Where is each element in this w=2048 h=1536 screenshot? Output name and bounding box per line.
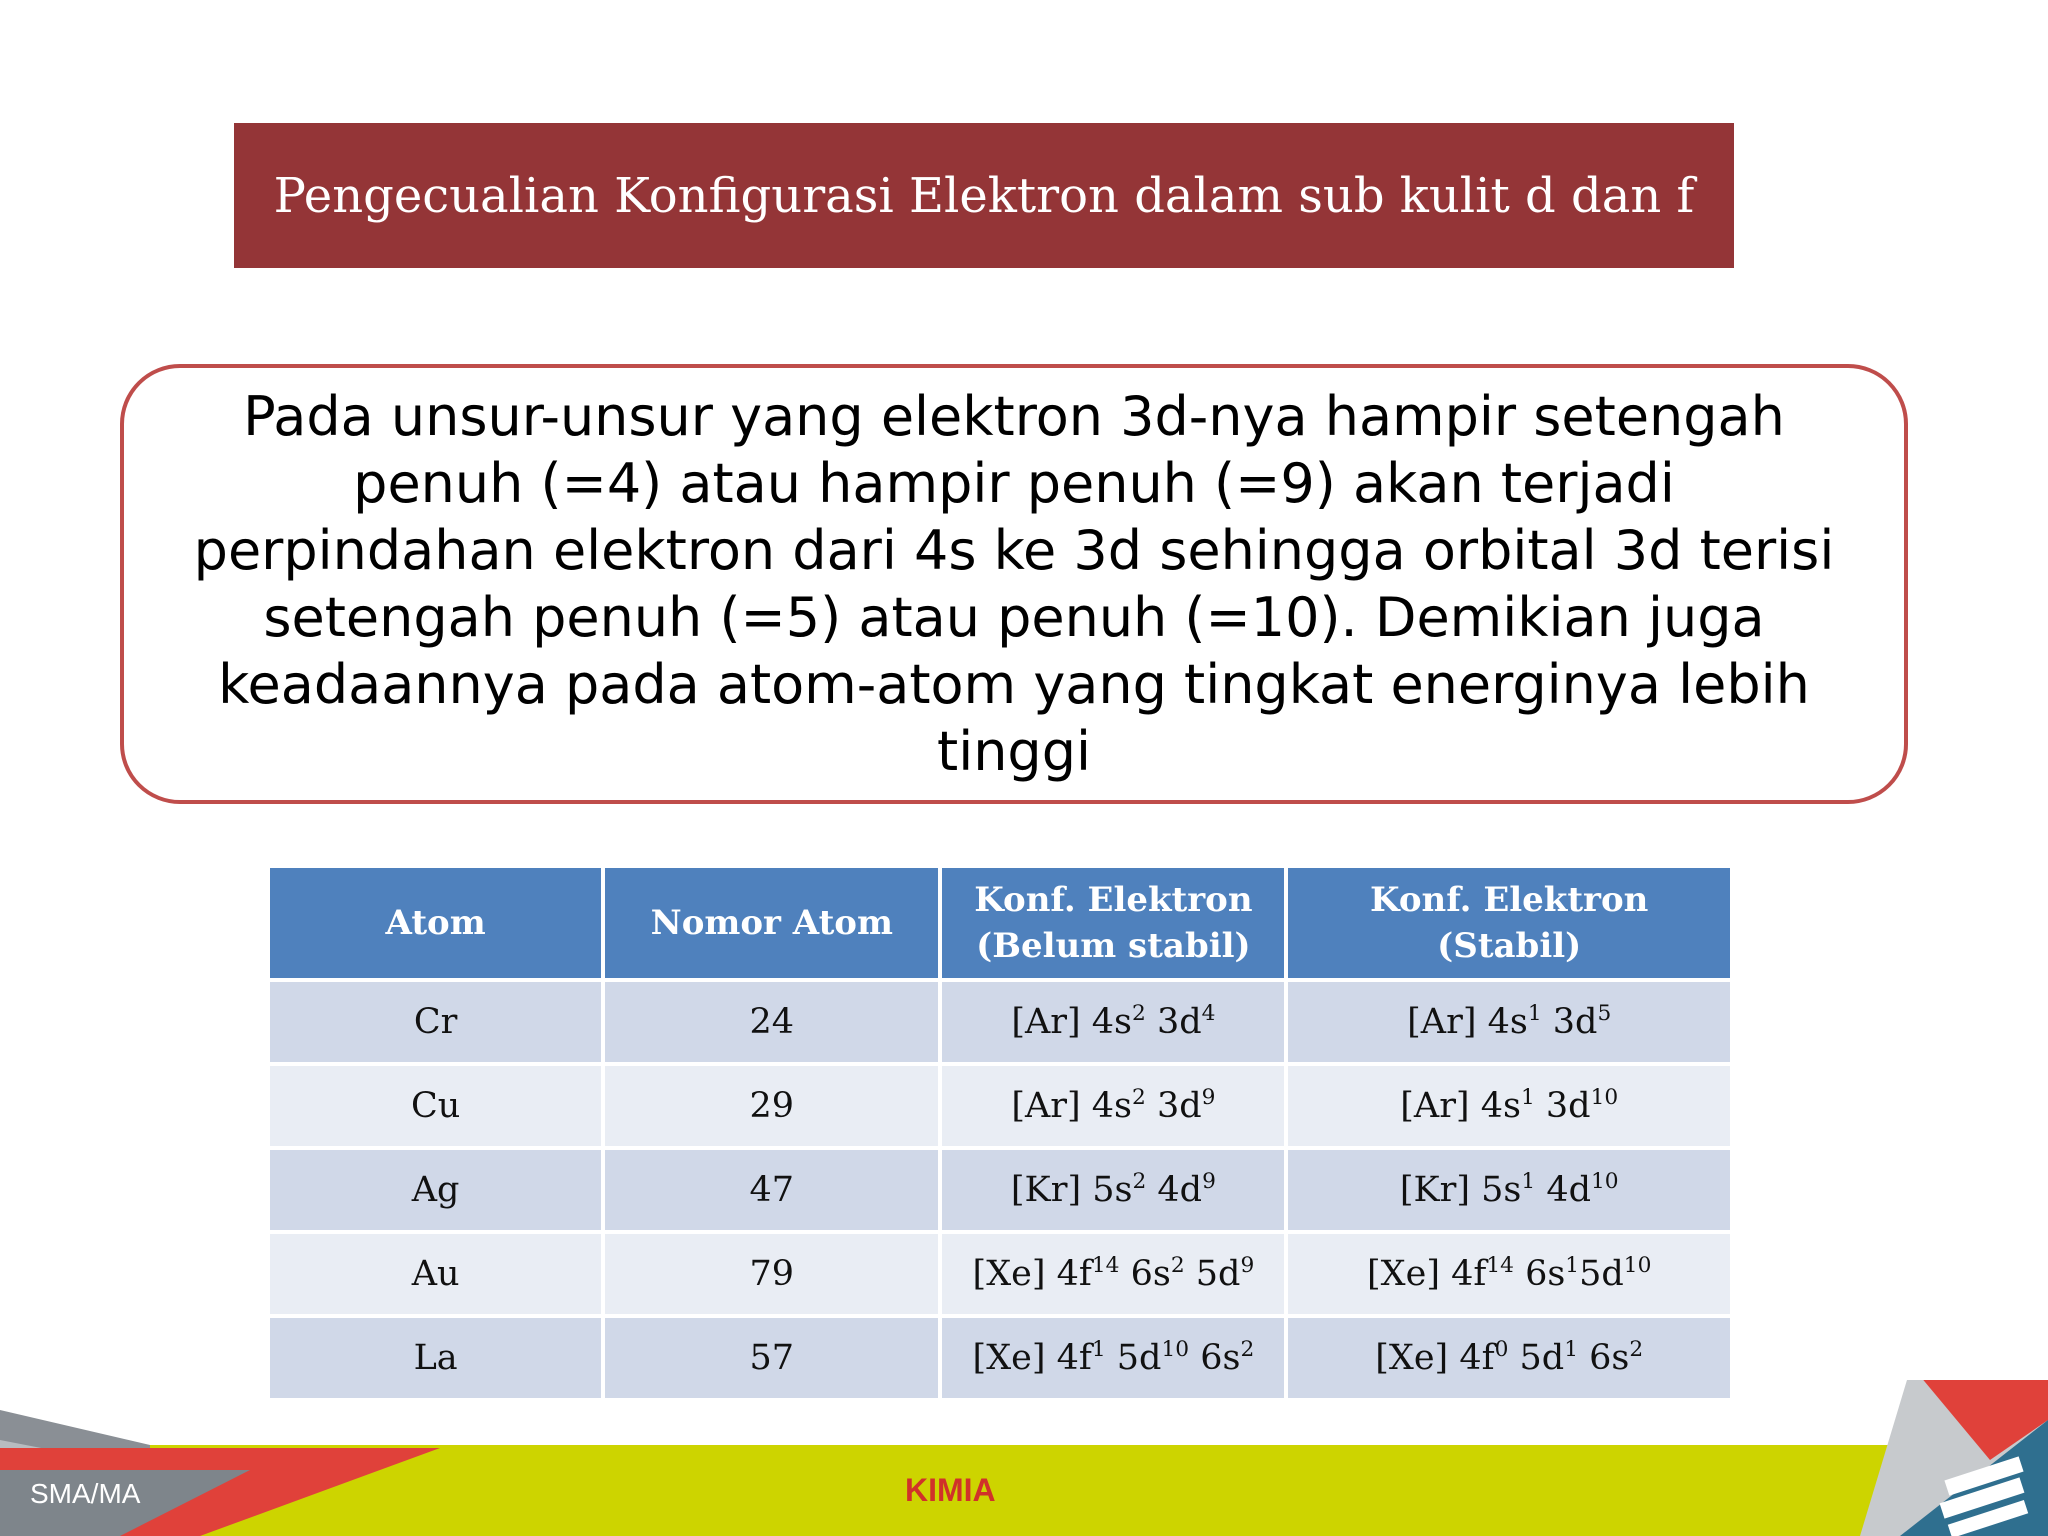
cell-atom: Ag	[270, 1150, 601, 1230]
config-term: [Xe] 4f	[1367, 1254, 1487, 1295]
config-superscript: 9	[1201, 1085, 1216, 1111]
config-term: 5d	[1105, 1338, 1162, 1379]
config-term: [Xe] 4f	[972, 1338, 1092, 1379]
config-term: 3d	[1145, 1086, 1202, 1127]
table-row	[270, 1150, 1730, 1230]
config-term: 5d	[1508, 1338, 1565, 1379]
config-superscript: 10	[1161, 1337, 1190, 1363]
cell-atom: Au	[270, 1234, 601, 1314]
config-superscript: 1	[1527, 1001, 1542, 1027]
config-term: 3d	[1534, 1086, 1591, 1127]
cell-atom: Cu	[270, 1066, 601, 1146]
config-superscript: 1	[1564, 1337, 1578, 1363]
header-konf-belum-line1: Konf. Elektron	[974, 880, 1253, 920]
config-term: [Xe] 4f	[972, 1254, 1092, 1295]
header-konf-stabil-line2: (Stabil)	[1437, 926, 1582, 966]
config-superscript: 2	[1132, 1001, 1146, 1027]
config-superscript: 10	[1623, 1253, 1652, 1279]
config-superscript: 1	[1521, 1169, 1536, 1195]
cell-konf-belum-stabil	[942, 1066, 1284, 1146]
cell-atom: La	[270, 1318, 601, 1398]
config-term: [Ar] 4s	[1400, 1086, 1521, 1127]
footer-decoration	[0, 1380, 2048, 1536]
config-term: 3d	[1145, 1002, 1202, 1043]
config-superscript: 9	[1240, 1253, 1255, 1279]
config-term: [Kr] 5s	[1399, 1170, 1522, 1211]
config-term: [Ar] 4s	[1407, 1002, 1528, 1043]
config-superscript: 1	[1520, 1085, 1535, 1111]
callout-text: Pada unsur-unsur yang elektron 3d-nya hampir setengah penuh (=4) atau hampir penuh (=9) akan terjadi perpindahan elektron dari 4s ke 3d sehingga orbital 3d terisi setengah penuh (=5) atau penuh (=10). Demikian juga keadaannya pada atom-atom yang tingkat energinya lebih tinggi	[193, 385, 1835, 783]
config-superscript: 4	[1201, 1001, 1216, 1027]
config-superscript: 14	[1486, 1253, 1514, 1279]
config-superscript: 10	[1591, 1169, 1619, 1195]
cell-atom: Cr	[270, 982, 601, 1062]
config-term: 4d	[1535, 1170, 1591, 1211]
table-row	[270, 1066, 1730, 1146]
header-nomor-atom: Nomor Atom	[605, 868, 938, 978]
config-superscript: 5	[1597, 1001, 1612, 1027]
footer-yellow-band	[150, 1445, 2048, 1536]
table-row	[270, 982, 1730, 1062]
config-term: 4d	[1146, 1170, 1203, 1211]
config-superscript: 2	[1240, 1337, 1255, 1363]
header-konf-belum-line2: (Belum stabil)	[976, 926, 1251, 966]
config-term: [Xe] 4f	[1375, 1338, 1495, 1379]
table-row	[270, 1234, 1730, 1314]
cell-nomor-atom: 47	[605, 1150, 938, 1230]
config-superscript: 14	[1091, 1253, 1120, 1279]
config-superscript: 9	[1202, 1169, 1216, 1195]
config-superscript: 2	[1132, 1169, 1147, 1195]
config-term: 6s	[1119, 1254, 1171, 1295]
cell-nomor-atom: 24	[605, 982, 938, 1062]
cell-nomor-atom: 29	[605, 1066, 938, 1146]
config-term: [Ar] 4s	[1011, 1086, 1133, 1127]
config-term: 6s	[1513, 1254, 1566, 1295]
config-term: 5d	[1579, 1254, 1624, 1295]
cell-konf-stabil	[1288, 1066, 1730, 1146]
header-konf-belum-stabil	[942, 868, 1284, 978]
config-term: [Ar] 4s	[1011, 1002, 1133, 1043]
config-superscript: 1	[1565, 1253, 1580, 1279]
header-konf-stabil-line1: Konf. Elektron	[1370, 880, 1649, 920]
cell-nomor-atom: 57	[605, 1318, 938, 1398]
slide-title: Pengecualian Konfigurasi Elektron dalam sub kulit d dan f	[273, 167, 1695, 224]
config-term: 3d	[1541, 1002, 1598, 1043]
config-term: 5d	[1184, 1254, 1241, 1295]
header-atom: Atom	[270, 868, 601, 978]
electron-configuration-table	[266, 864, 1734, 1402]
table-header-row	[270, 868, 1730, 978]
cell-konf-stabil	[1288, 1150, 1730, 1230]
config-term: [Kr] 5s	[1010, 1170, 1133, 1211]
config-superscript: 2	[1170, 1253, 1185, 1279]
header-konf-stabil	[1288, 868, 1730, 978]
cell-konf-stabil	[1288, 1234, 1730, 1314]
config-superscript: 2	[1629, 1337, 1644, 1363]
explanation-callout	[120, 364, 1908, 804]
config-superscript: 2	[1132, 1085, 1146, 1111]
config-term: 6s	[1578, 1338, 1630, 1379]
config-superscript: 1	[1091, 1337, 1106, 1363]
config-term: 6s	[1189, 1338, 1241, 1379]
footer-subject-label: KIMIA	[905, 1472, 996, 1508]
cell-nomor-atom: 79	[605, 1234, 938, 1314]
config-superscript: 0	[1494, 1337, 1509, 1363]
cell-konf-belum-stabil	[942, 1234, 1284, 1314]
config-superscript: 10	[1590, 1085, 1619, 1111]
cell-konf-belum-stabil	[942, 982, 1284, 1062]
cell-konf-stabil	[1288, 982, 1730, 1062]
slide-title-bar	[234, 123, 1734, 268]
footer-level-label: SMA/MA	[30, 1478, 141, 1509]
cell-konf-belum-stabil	[942, 1150, 1284, 1230]
